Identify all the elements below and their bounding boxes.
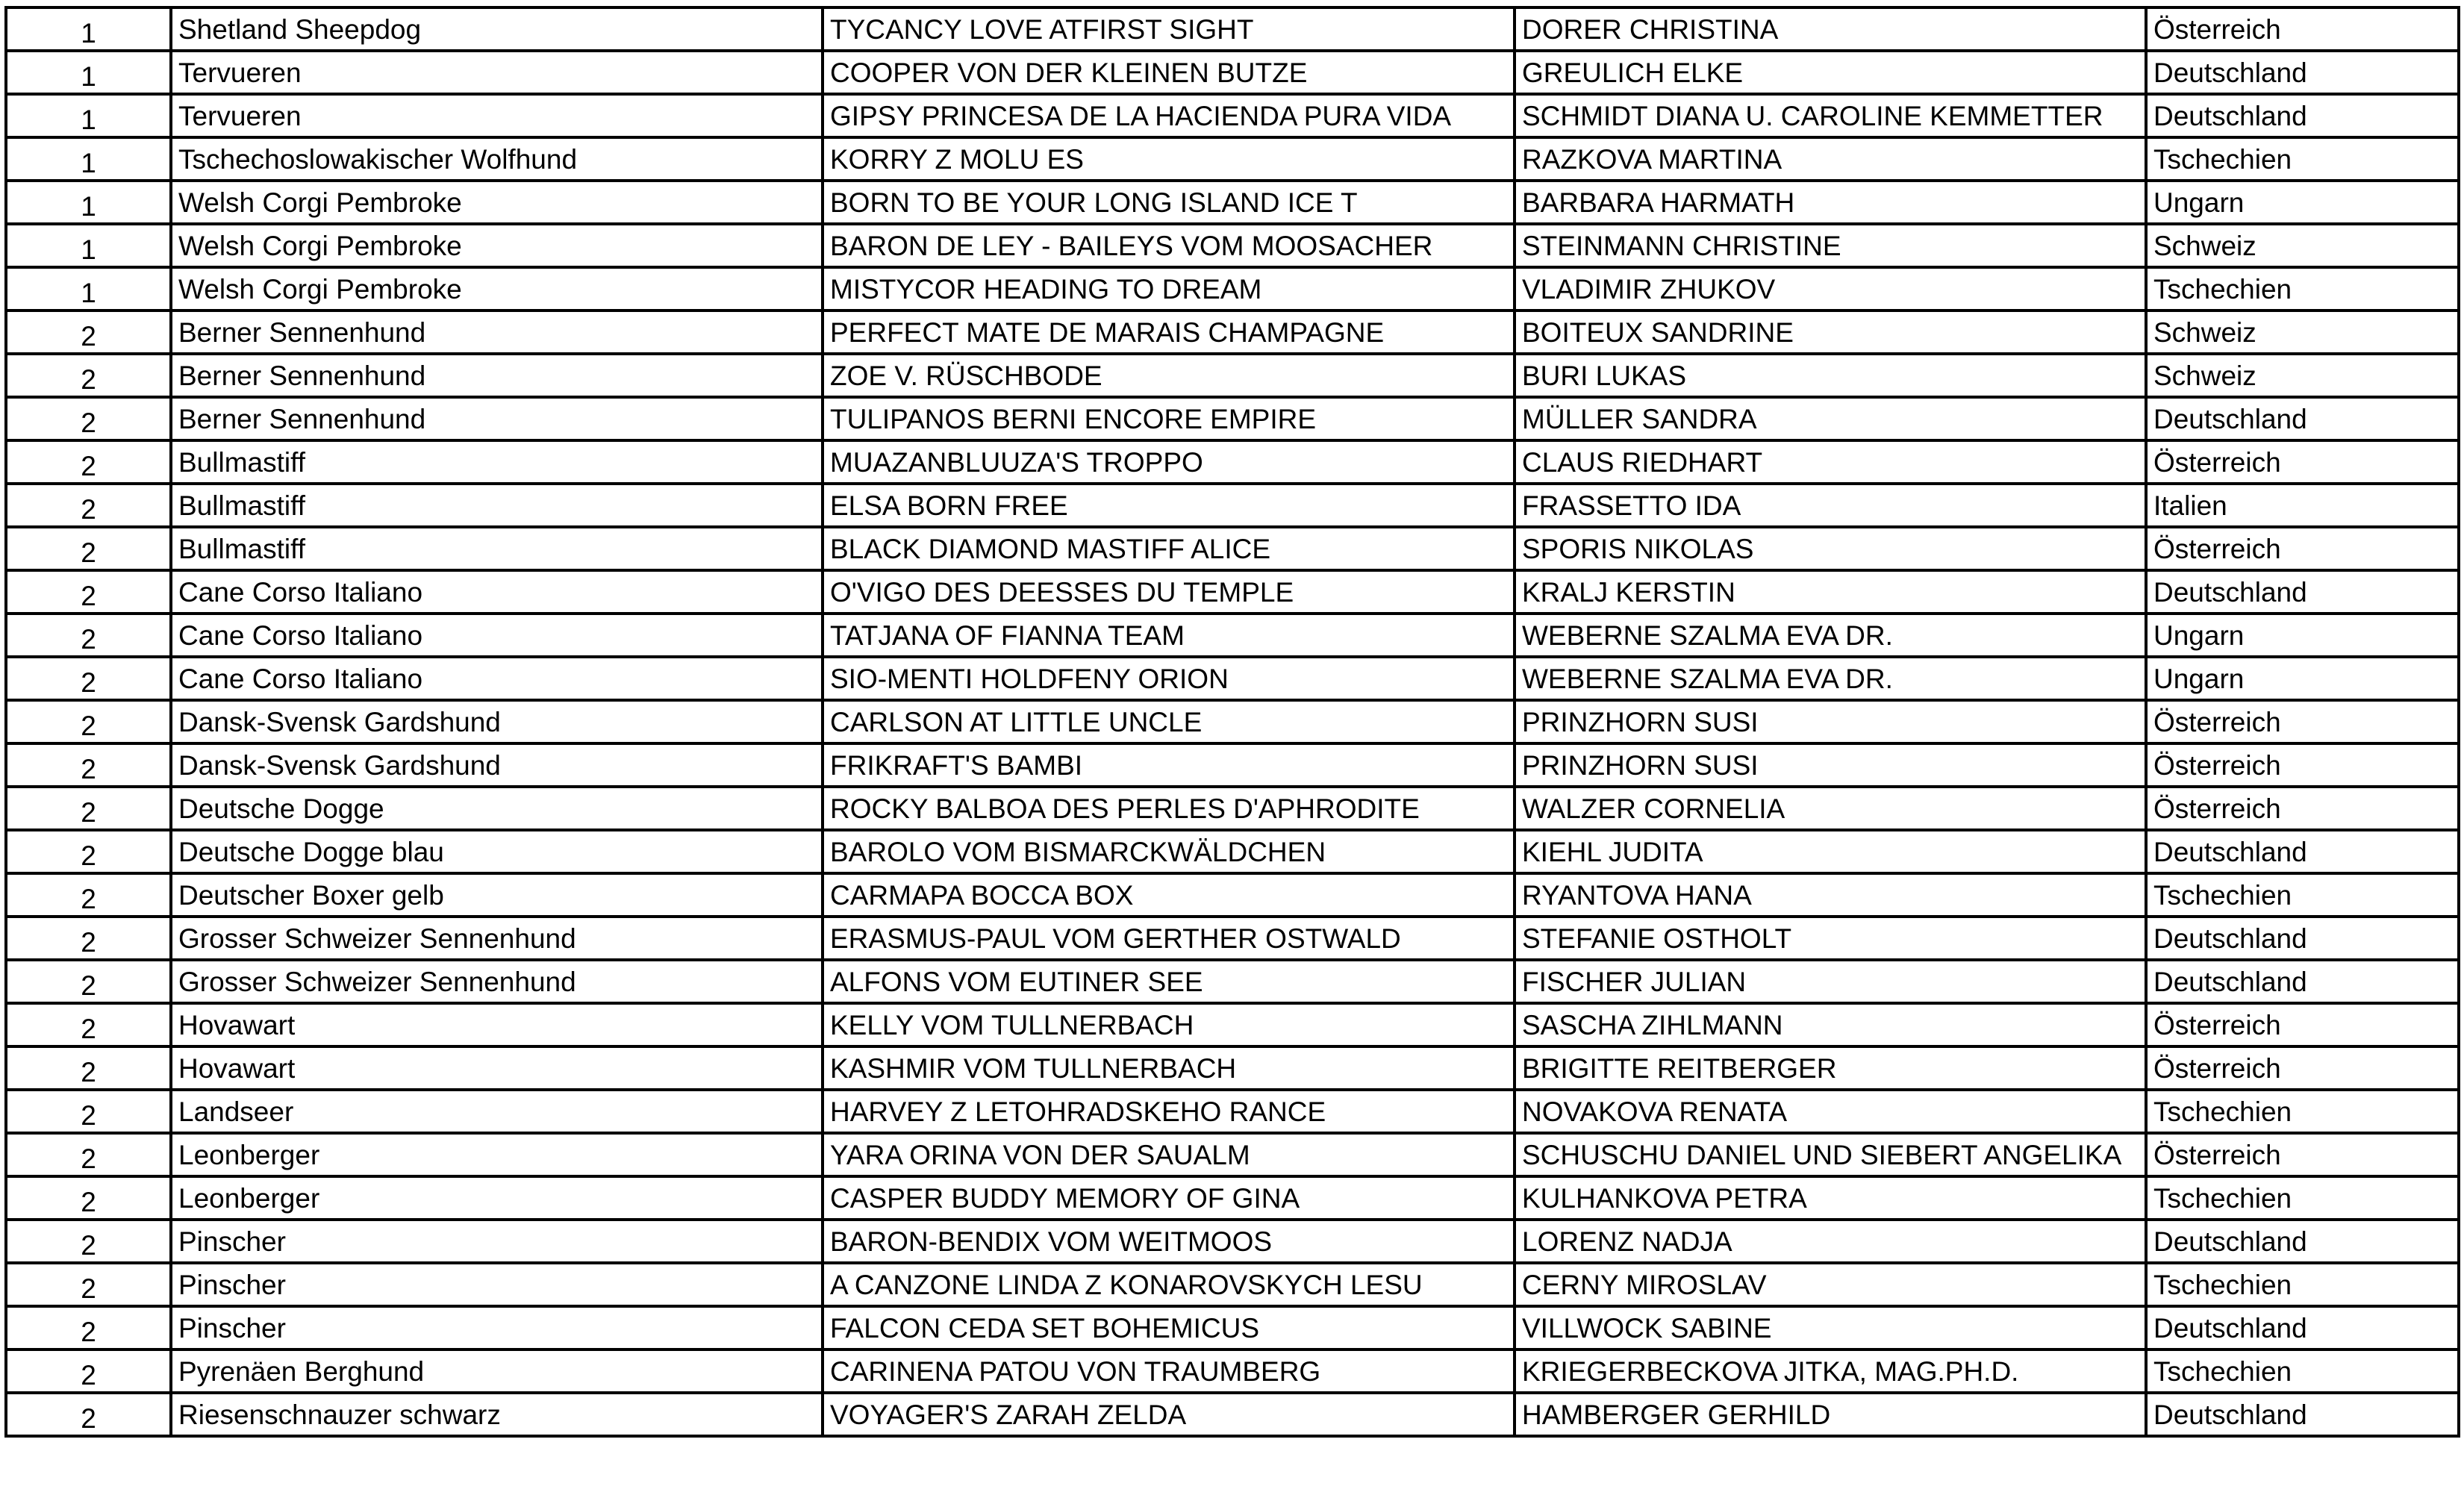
country-cell: Österreich bbox=[2146, 787, 2459, 830]
dog-name-cell: KASHMIR VOM TULLNERBACH bbox=[823, 1046, 1515, 1090]
table-row bbox=[6, 440, 2459, 484]
owner-cell: CLAUS RIEDHART bbox=[1515, 440, 2146, 484]
country-cell: Österreich bbox=[2146, 700, 2459, 743]
country-cell: Deutschland bbox=[2146, 570, 2459, 614]
owner-cell: WEBERNE SZALMA EVA DR. bbox=[1515, 657, 2146, 700]
country-cell: Deutschland bbox=[2146, 94, 2459, 137]
owner-cell: BARBARA HARMATH bbox=[1515, 181, 2146, 224]
dog-name-cell: BLACK DIAMOND MASTIFF ALICE bbox=[823, 527, 1515, 570]
country-cell: Deutschland bbox=[2146, 917, 2459, 960]
country-cell: Deutschland bbox=[2146, 51, 2459, 94]
owner-cell: BOITEUX SANDRINE bbox=[1515, 311, 2146, 354]
owner-cell: KRIEGERBECKOVA JITKA, MAG.PH.D. bbox=[1515, 1349, 2146, 1393]
country-cell: Ungarn bbox=[2146, 181, 2459, 224]
table-row bbox=[6, 873, 2459, 917]
country-cell: Deutschland bbox=[2146, 397, 2459, 440]
breed-cell: Welsh Corgi Pembroke bbox=[171, 181, 823, 224]
group-cell: 2 bbox=[6, 1263, 171, 1306]
dog-name-cell: FRIKRAFT'S BAMBI bbox=[823, 743, 1515, 787]
breed-cell: Deutscher Boxer gelb bbox=[171, 873, 823, 917]
country-cell: Schweiz bbox=[2146, 224, 2459, 267]
dog-name-cell: ELSA BORN FREE bbox=[823, 484, 1515, 527]
breed-cell: Deutsche Dogge blau bbox=[171, 830, 823, 873]
owner-cell: CERNY MIROSLAV bbox=[1515, 1263, 2146, 1306]
breed-cell: Pinscher bbox=[171, 1220, 823, 1263]
breed-cell: Pinscher bbox=[171, 1306, 823, 1349]
breed-cell: Dansk-Svensk Gardshund bbox=[171, 700, 823, 743]
owner-cell: KIEHL JUDITA bbox=[1515, 830, 2146, 873]
breed-cell: Bullmastiff bbox=[171, 484, 823, 527]
table-row bbox=[6, 311, 2459, 354]
country-cell: Tschechien bbox=[2146, 873, 2459, 917]
group-cell: 2 bbox=[6, 700, 171, 743]
breed-cell: Cane Corso Italiano bbox=[171, 570, 823, 614]
country-cell: Schweiz bbox=[2146, 354, 2459, 397]
breed-cell: Hovawart bbox=[171, 1046, 823, 1090]
group-cell: 1 bbox=[6, 224, 171, 267]
group-cell: 2 bbox=[6, 440, 171, 484]
country-cell: Österreich bbox=[2146, 1133, 2459, 1176]
breed-cell: Shetland Sheepdog bbox=[171, 7, 823, 51]
country-cell: Tschechien bbox=[2146, 267, 2459, 311]
table-row bbox=[6, 1393, 2459, 1436]
owner-cell: LORENZ NADJA bbox=[1515, 1220, 2146, 1263]
owner-cell: WALZER CORNELIA bbox=[1515, 787, 2146, 830]
table-row bbox=[6, 1176, 2459, 1220]
owner-cell: RAZKOVA MARTINA bbox=[1515, 137, 2146, 181]
owner-cell: RYANTOVA HANA bbox=[1515, 873, 2146, 917]
country-cell: Österreich bbox=[2146, 440, 2459, 484]
breed-cell: Dansk-Svensk Gardshund bbox=[171, 743, 823, 787]
breed-cell: Cane Corso Italiano bbox=[171, 657, 823, 700]
owner-cell: HAMBERGER GERHILD bbox=[1515, 1393, 2146, 1436]
dog-name-cell: KORRY Z MOLU ES bbox=[823, 137, 1515, 181]
group-cell: 2 bbox=[6, 1306, 171, 1349]
dog-name-cell: BAROLO VOM BISMARCKWÄLDCHEN bbox=[823, 830, 1515, 873]
owner-cell: MÜLLER SANDRA bbox=[1515, 397, 2146, 440]
breed-cell: Bullmastiff bbox=[171, 527, 823, 570]
owner-cell: GREULICH ELKE bbox=[1515, 51, 2146, 94]
breed-cell: Deutsche Dogge bbox=[171, 787, 823, 830]
breed-cell: Landseer bbox=[171, 1090, 823, 1133]
owner-cell: SCHMIDT DIANA U. CAROLINE KEMMETTER bbox=[1515, 94, 2146, 137]
table-body bbox=[6, 7, 2459, 1436]
dog-name-cell: BARON-BENDIX VOM WEITMOOS bbox=[823, 1220, 1515, 1263]
dog-name-cell: O'VIGO DES DEESSES DU TEMPLE bbox=[823, 570, 1515, 614]
dog-name-cell: YARA ORINA VON DER SAUALM bbox=[823, 1133, 1515, 1176]
owner-cell: PRINZHORN SUSI bbox=[1515, 700, 2146, 743]
group-cell: 2 bbox=[6, 1393, 171, 1436]
table-row bbox=[6, 1263, 2459, 1306]
owner-cell: FISCHER JULIAN bbox=[1515, 960, 2146, 1003]
dog-name-cell: CARMAPA BOCCA BOX bbox=[823, 873, 1515, 917]
breed-cell: Leonberger bbox=[171, 1176, 823, 1220]
group-cell: 2 bbox=[6, 743, 171, 787]
dog-name-cell: HARVEY Z LETOHRADSKEHO RANCE bbox=[823, 1090, 1515, 1133]
group-cell: 2 bbox=[6, 354, 171, 397]
country-cell: Österreich bbox=[2146, 1003, 2459, 1046]
group-cell: 2 bbox=[6, 614, 171, 657]
table-row bbox=[6, 700, 2459, 743]
table-row bbox=[6, 1306, 2459, 1349]
group-cell: 1 bbox=[6, 94, 171, 137]
owner-cell: SPORIS NIKOLAS bbox=[1515, 527, 2146, 570]
breed-cell: Berner Sennenhund bbox=[171, 354, 823, 397]
table-row bbox=[6, 527, 2459, 570]
country-cell: Tschechien bbox=[2146, 1176, 2459, 1220]
owner-cell: KULHANKOVA PETRA bbox=[1515, 1176, 2146, 1220]
table-row bbox=[6, 51, 2459, 94]
table-row bbox=[6, 743, 2459, 787]
owner-cell: DORER CHRISTINA bbox=[1515, 7, 2146, 51]
table-row bbox=[6, 960, 2459, 1003]
group-cell: 1 bbox=[6, 181, 171, 224]
owner-cell: PRINZHORN SUSI bbox=[1515, 743, 2146, 787]
table-row bbox=[6, 137, 2459, 181]
table-row bbox=[6, 7, 2459, 51]
dog-name-cell: PERFECT MATE DE MARAIS CHAMPAGNE bbox=[823, 311, 1515, 354]
dog-name-cell: FALCON CEDA SET BOHEMICUS bbox=[823, 1306, 1515, 1349]
breed-cell: Berner Sennenhund bbox=[171, 311, 823, 354]
group-cell: 1 bbox=[6, 267, 171, 311]
owner-cell: WEBERNE SZALMA EVA DR. bbox=[1515, 614, 2146, 657]
breed-cell: Leonberger bbox=[171, 1133, 823, 1176]
dog-name-cell: TATJANA OF FIANNA TEAM bbox=[823, 614, 1515, 657]
group-cell: 1 bbox=[6, 51, 171, 94]
breed-cell: Berner Sennenhund bbox=[171, 397, 823, 440]
owner-cell: FRASSETTO IDA bbox=[1515, 484, 2146, 527]
breed-cell: Hovawart bbox=[171, 1003, 823, 1046]
results-table bbox=[4, 6, 2460, 1438]
country-cell: Italien bbox=[2146, 484, 2459, 527]
country-cell: Ungarn bbox=[2146, 657, 2459, 700]
table-row bbox=[6, 267, 2459, 311]
table-row bbox=[6, 614, 2459, 657]
group-cell: 2 bbox=[6, 657, 171, 700]
dog-name-cell: CASPER BUDDY MEMORY OF GINA bbox=[823, 1176, 1515, 1220]
dog-name-cell: VOYAGER'S ZARAH ZELDA bbox=[823, 1393, 1515, 1436]
country-cell: Tschechien bbox=[2146, 1263, 2459, 1306]
table-row bbox=[6, 1003, 2459, 1046]
breed-cell: Tschechoslowakischer Wolfhund bbox=[171, 137, 823, 181]
dog-name-cell: KELLY VOM TULLNERBACH bbox=[823, 1003, 1515, 1046]
dog-name-cell: BARON DE LEY - BAILEYS VOM MOOSACHER bbox=[823, 224, 1515, 267]
breed-cell: Pinscher bbox=[171, 1263, 823, 1306]
owner-cell: BRIGITTE REITBERGER bbox=[1515, 1046, 2146, 1090]
dog-name-cell: MUAZANBLUUZA'S TROPPO bbox=[823, 440, 1515, 484]
group-cell: 2 bbox=[6, 960, 171, 1003]
group-cell: 2 bbox=[6, 873, 171, 917]
country-cell: Deutschland bbox=[2146, 830, 2459, 873]
group-cell: 2 bbox=[6, 1090, 171, 1133]
dog-name-cell: ALFONS VOM EUTINER SEE bbox=[823, 960, 1515, 1003]
breed-cell: Welsh Corgi Pembroke bbox=[171, 267, 823, 311]
table-row bbox=[6, 397, 2459, 440]
breed-cell: Tervueren bbox=[171, 94, 823, 137]
dog-name-cell: MISTYCOR HEADING TO DREAM bbox=[823, 267, 1515, 311]
table-row bbox=[6, 354, 2459, 397]
breed-cell: Welsh Corgi Pembroke bbox=[171, 224, 823, 267]
owner-cell: NOVAKOVA RENATA bbox=[1515, 1090, 2146, 1133]
dog-name-cell: ZOE V. RÜSCHBODE bbox=[823, 354, 1515, 397]
table-row bbox=[6, 787, 2459, 830]
country-cell: Tschechien bbox=[2146, 1349, 2459, 1393]
table-row bbox=[6, 830, 2459, 873]
breed-cell: Riesenschnauzer schwarz bbox=[171, 1393, 823, 1436]
breed-cell: Grosser Schweizer Sennenhund bbox=[171, 960, 823, 1003]
table-row bbox=[6, 224, 2459, 267]
table-row bbox=[6, 1046, 2459, 1090]
country-cell: Österreich bbox=[2146, 527, 2459, 570]
dog-name-cell: TYCANCY LOVE ATFIRST SIGHT bbox=[823, 7, 1515, 51]
dog-name-cell: A CANZONE LINDA Z KONAROVSKYCH LESU bbox=[823, 1263, 1515, 1306]
group-cell: 1 bbox=[6, 137, 171, 181]
table-row bbox=[6, 1090, 2459, 1133]
dog-name-cell: ROCKY BALBOA DES PERLES D'APHRODITE bbox=[823, 787, 1515, 830]
table-row bbox=[6, 570, 2459, 614]
owner-cell: BURI LUKAS bbox=[1515, 354, 2146, 397]
breed-cell: Pyrenäen Berghund bbox=[171, 1349, 823, 1393]
group-cell: 2 bbox=[6, 570, 171, 614]
group-cell: 2 bbox=[6, 311, 171, 354]
dog-name-cell: BORN TO BE YOUR LONG ISLAND ICE T bbox=[823, 181, 1515, 224]
country-cell: Österreich bbox=[2146, 7, 2459, 51]
owner-cell: SCHUSCHU DANIEL UND SIEBERT ANGELIKA bbox=[1515, 1133, 2146, 1176]
owner-cell: STEINMANN CHRISTINE bbox=[1515, 224, 2146, 267]
table-row bbox=[6, 94, 2459, 137]
breed-cell: Bullmastiff bbox=[171, 440, 823, 484]
group-cell: 2 bbox=[6, 1003, 171, 1046]
country-cell: Österreich bbox=[2146, 743, 2459, 787]
group-cell: 2 bbox=[6, 484, 171, 527]
dog-name-cell: CARLSON AT LITTLE UNCLE bbox=[823, 700, 1515, 743]
breed-cell: Cane Corso Italiano bbox=[171, 614, 823, 657]
country-cell: Schweiz bbox=[2146, 311, 2459, 354]
group-cell: 2 bbox=[6, 1220, 171, 1263]
table-row bbox=[6, 657, 2459, 700]
group-cell: 1 bbox=[6, 7, 171, 51]
group-cell: 2 bbox=[6, 830, 171, 873]
breed-cell: Tervueren bbox=[171, 51, 823, 94]
breed-cell: Grosser Schweizer Sennenhund bbox=[171, 917, 823, 960]
country-cell: Deutschland bbox=[2146, 960, 2459, 1003]
group-cell: 2 bbox=[6, 917, 171, 960]
group-cell: 2 bbox=[6, 1176, 171, 1220]
table-row bbox=[6, 917, 2459, 960]
table-row bbox=[6, 1349, 2459, 1393]
group-cell: 2 bbox=[6, 1349, 171, 1393]
dog-name-cell: ERASMUS-PAUL VOM GERTHER OSTWALD bbox=[823, 917, 1515, 960]
table-row bbox=[6, 1133, 2459, 1176]
country-cell: Deutschland bbox=[2146, 1220, 2459, 1263]
country-cell: Österreich bbox=[2146, 1046, 2459, 1090]
owner-cell: KRALJ KERSTIN bbox=[1515, 570, 2146, 614]
group-cell: 2 bbox=[6, 787, 171, 830]
dog-name-cell: COOPER VON DER KLEINEN BUTZE bbox=[823, 51, 1515, 94]
dog-name-cell: TULIPANOS BERNI ENCORE EMPIRE bbox=[823, 397, 1515, 440]
country-cell: Deutschland bbox=[2146, 1306, 2459, 1349]
dog-name-cell: GIPSY PRINCESA DE LA HACIENDA PURA VIDA bbox=[823, 94, 1515, 137]
dog-name-cell: SIO-MENTI HOLDFENY ORION bbox=[823, 657, 1515, 700]
country-cell: Tschechien bbox=[2146, 137, 2459, 181]
group-cell: 2 bbox=[6, 1133, 171, 1176]
table-row bbox=[6, 1220, 2459, 1263]
table-row bbox=[6, 181, 2459, 224]
owner-cell: VILLWOCK SABINE bbox=[1515, 1306, 2146, 1349]
country-cell: Tschechien bbox=[2146, 1090, 2459, 1133]
owner-cell: SASCHA ZIHLMANN bbox=[1515, 1003, 2146, 1046]
owner-cell: STEFANIE OSTHOLT bbox=[1515, 917, 2146, 960]
owner-cell: VLADIMIR ZHUKOV bbox=[1515, 267, 2146, 311]
group-cell: 2 bbox=[6, 527, 171, 570]
country-cell: Deutschland bbox=[2146, 1393, 2459, 1436]
dog-name-cell: CARINENA PATOU VON TRAUMBERG bbox=[823, 1349, 1515, 1393]
group-cell: 2 bbox=[6, 1046, 171, 1090]
country-cell: Ungarn bbox=[2146, 614, 2459, 657]
group-cell: 2 bbox=[6, 397, 171, 440]
table-row bbox=[6, 484, 2459, 527]
